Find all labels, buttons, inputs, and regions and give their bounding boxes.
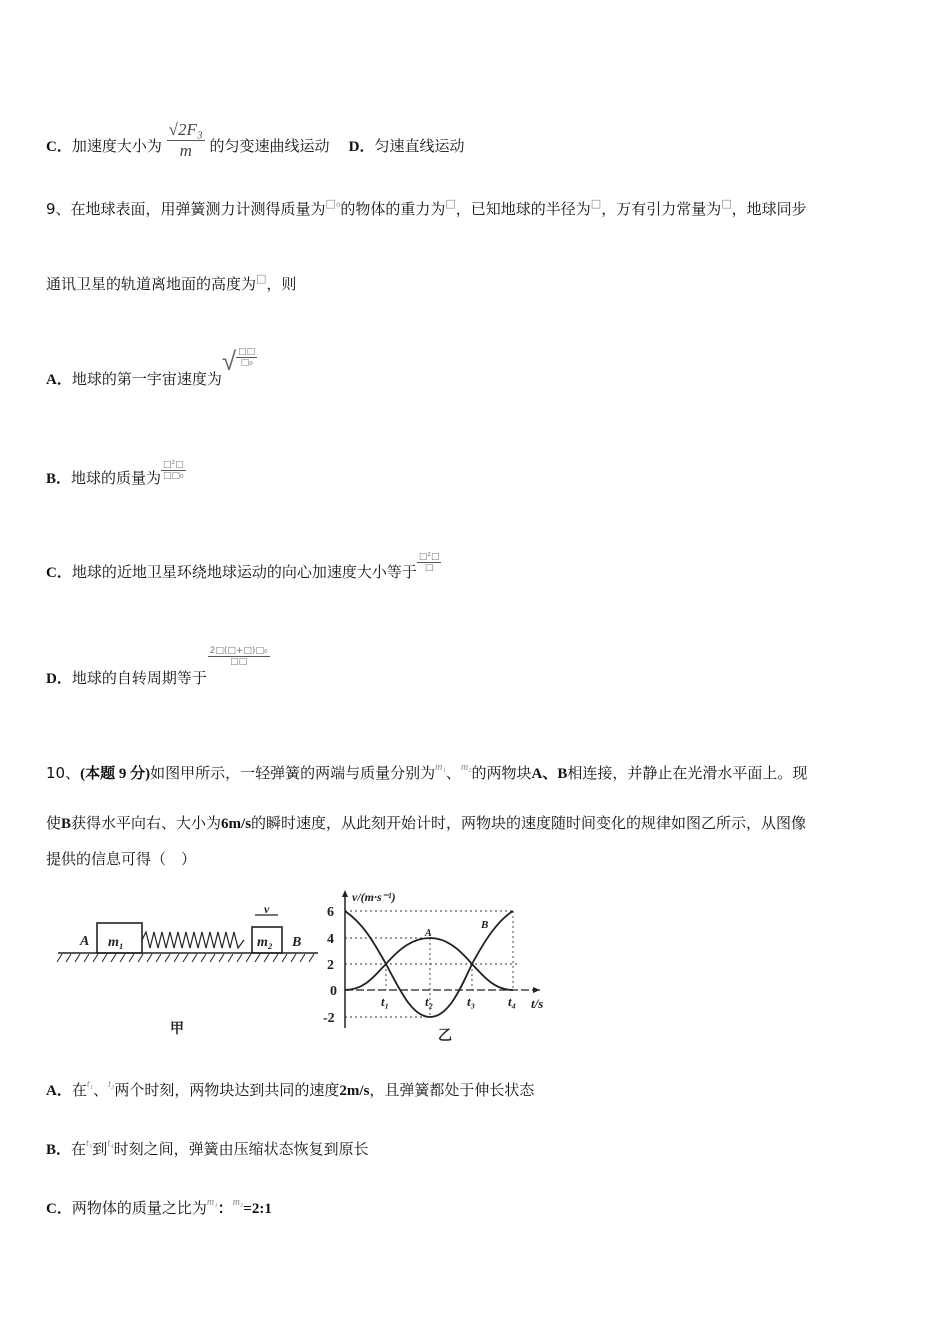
- option-label: D．: [46, 671, 72, 687]
- denominator: m: [179, 141, 192, 160]
- numerator: □²□: [163, 460, 184, 470]
- math-symbol: m₁: [435, 762, 446, 773]
- option-text: 地球的质量为: [71, 469, 162, 487]
- score-note: (本题 9 分): [80, 766, 151, 782]
- q9-option-c: [46, 552, 441, 583]
- option-label: C．: [46, 565, 72, 581]
- stem-text: 10、: [46, 764, 81, 782]
- stem-text: 的瞬时速度，从此刻开始计时，两物块的速度随时间变化的规律如图乙所示，从图像: [251, 814, 807, 832]
- stem-text: 9、在地球表面，用弹簧测力计测得质量为: [46, 200, 326, 218]
- sqrt-symbol: √: [221, 347, 237, 377]
- option-text: 在: [71, 1140, 87, 1158]
- option-text: 地球的近地卫星环绕地球运动的向心加速度大小等于: [71, 563, 417, 581]
- stem-text: 6m/s: [221, 816, 252, 832]
- q10-stem-line3: [46, 848, 196, 869]
- y-tick: 2: [327, 958, 334, 973]
- q10-option-c: [46, 1197, 272, 1218]
- q9-option-a: [46, 347, 257, 391]
- q10-stem-line1: [46, 762, 807, 783]
- missing-glyph: □₀: [325, 197, 341, 210]
- y-tick: 4: [327, 932, 334, 947]
- math-symbol: m₁: [206, 1197, 218, 1208]
- option-text: 地球的第一宇宙速度为: [71, 370, 222, 388]
- separator: 、: [93, 1081, 109, 1099]
- option-text: 到: [92, 1140, 108, 1158]
- math-symbol: m₂: [460, 762, 472, 773]
- denominator: □₀: [240, 358, 253, 368]
- denominator: □□: [230, 657, 248, 667]
- y-axis-label: v/(m·s⁻¹): [352, 890, 396, 904]
- stem-text: 使: [46, 814, 62, 832]
- option-text: ，且弹簧都处于伸长状态: [369, 1081, 535, 1099]
- y-tick: 6: [327, 905, 334, 920]
- option-text: 2m/s: [339, 1083, 370, 1099]
- option-label: C．: [46, 139, 72, 155]
- x-tick: t₄: [508, 994, 517, 1009]
- option-text: =2:1: [243, 1201, 272, 1217]
- missing-glyph: □: [256, 272, 267, 285]
- figure-jia: [57, 915, 318, 962]
- formula-fraction: [236, 347, 257, 368]
- stem-text: 的物体的重力为: [340, 200, 446, 218]
- x-axis-label: t/s: [531, 996, 544, 1011]
- option-text: ：: [217, 1201, 233, 1217]
- denominator: □: [424, 563, 434, 573]
- option-text: 在: [71, 1081, 87, 1099]
- stem-text: ，万有引力常量为: [601, 200, 722, 218]
- x-tick: t₂: [425, 994, 434, 1009]
- stem-text: ，则: [266, 275, 297, 293]
- missing-glyph: □: [445, 197, 456, 210]
- q10-option-a: [46, 1079, 534, 1100]
- formula-fraction: [161, 460, 186, 481]
- numerator: □²□: [418, 552, 440, 562]
- stem-text: ，已知地球的半径为: [455, 200, 591, 218]
- option-text: 两物体的质量之比为: [71, 1199, 207, 1217]
- option-text: 地球的自转周期等于: [71, 669, 207, 687]
- option-label: A．: [46, 1083, 72, 1099]
- formula-fraction: [208, 646, 270, 667]
- math-symbol: t₁: [86, 1079, 94, 1090]
- y-tick: -2: [323, 1011, 335, 1026]
- q10-option-b: [46, 1138, 369, 1159]
- math-symbol: m₂: [232, 1197, 244, 1208]
- q9-stem-line1: [46, 198, 807, 219]
- missing-glyph: □: [721, 197, 732, 210]
- q10-figure: [0, 880, 600, 1050]
- stem-text: 获得水平向右、大小为: [71, 814, 222, 832]
- stem-text: 提供的信息可得（ ）: [46, 850, 197, 868]
- option-label: A．: [46, 372, 72, 388]
- spring: [142, 932, 244, 948]
- option-text: 两个时刻，两物块达到共同的速度: [114, 1081, 340, 1099]
- ground-hatch: [57, 954, 314, 962]
- option-label: B．: [46, 471, 72, 487]
- label-m1: m₁: [108, 935, 124, 950]
- caption-yi: 乙: [438, 1029, 452, 1044]
- stem-text: 如图甲所示，一轻弹簧的两端与质量分别为: [150, 764, 436, 782]
- q9-option-d: [46, 646, 274, 689]
- formula-fraction: [417, 552, 442, 573]
- separator: 、: [445, 764, 461, 782]
- q9-stem-line2: [46, 273, 296, 294]
- label-v: v: [264, 902, 270, 916]
- numerator: √2F₃: [168, 120, 203, 139]
- denominator: □□₀: [163, 471, 184, 481]
- stem-text: ，地球同步: [731, 200, 807, 218]
- option-text: 匀速直线运动: [374, 137, 465, 155]
- formula-fraction: [167, 120, 205, 161]
- math-symbol: t₃: [86, 1138, 93, 1149]
- curve-a-label: A: [425, 928, 432, 939]
- q9-option-b: [46, 460, 186, 489]
- option-label: B．: [46, 1142, 72, 1158]
- q10-stem-line2: [46, 812, 806, 833]
- label-a: A: [80, 934, 90, 949]
- q8-option-c: [46, 120, 465, 167]
- x-tick: t₃: [467, 994, 476, 1009]
- option-text: 加速度大小为: [71, 137, 162, 155]
- curve-b-label: B: [481, 919, 489, 931]
- option-label: D．: [348, 139, 375, 155]
- stem-text: 的两物块: [471, 764, 532, 782]
- option-text: 的匀变速曲线运动: [209, 137, 330, 155]
- stem-text: B: [61, 816, 72, 832]
- numerator: □□: [238, 347, 256, 357]
- caption-jia: 甲: [170, 1022, 184, 1037]
- figure-yi: [323, 890, 543, 1044]
- missing-glyph: □: [590, 197, 602, 210]
- stem-text: 相连接，并静止在光滑水平面上。现: [567, 764, 808, 782]
- label-b: B: [292, 935, 302, 950]
- numerator: 2□(□+□)□₀: [209, 646, 268, 656]
- math-symbol: t₄: [107, 1138, 114, 1149]
- label-m2: m₂: [257, 935, 273, 950]
- x-tick: t₁: [381, 994, 390, 1009]
- y-tick: 0: [330, 984, 337, 999]
- stem-text: A、B: [531, 766, 568, 782]
- option-text: 时刻之间，弹簧由压缩状态恢复到原长: [113, 1140, 369, 1158]
- math-symbol: t₃: [108, 1079, 115, 1090]
- option-label: C．: [46, 1201, 72, 1217]
- stem-text: 通讯卫星的轨道离地面的高度为: [46, 275, 257, 293]
